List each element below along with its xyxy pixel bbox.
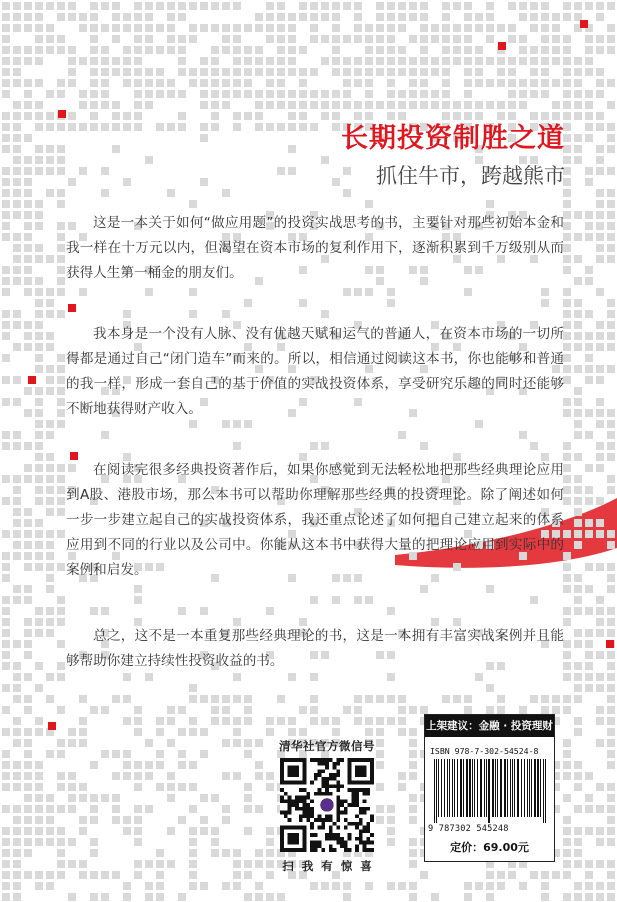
qr-code-icon[interactable] bbox=[280, 758, 374, 852]
body-paragraph: 这是一本关于如何“做应用题”的投资实战思考的书，主要针对那些初始本金和我一样在十万元以内，但渴望在资本市场的复利作用下，逐渐积累到千万级别从而获得人生第一桶金的朋友们。 bbox=[66, 215, 564, 281]
isbn-block bbox=[424, 714, 555, 862]
body-paragraph: 在阅读完很多经典投资著作后，如果你感觉到无法轻松地把那些经典理论应用到A股、港股市场，那么本书可以帮助你理解那些经典的投资理论。除了阐述如何一步一步建立起自己的实战投资体系，我还重点论述了如何把自己建立起来的体系应用到不同的行业以及公司中。你能从这本书中获得大量的把理论应用到实际中的案例和启发。 bbox=[66, 462, 564, 578]
barcode-digits: 9 787302 545248 bbox=[428, 824, 509, 834]
barcode-icon bbox=[430, 759, 549, 823]
body-paragraph: 我本身是一个没有人脉、没有优越天赋和运气的普通人，在资本市场的一切所得都是通过自己“闭门造车”而来的。所以，相信通过阅读这本书，你也能够和普通的我一样，形成一套自己的基于价值的实战投资体系，享受研究乐趣的同时还能够不断地获得财产收入。 bbox=[66, 326, 564, 417]
body-paragraph: 总之，这不是一本重复那些经典理论的书，这是一本拥有丰富实战案例并且能够帮助你建立持续性投资收益的书。 bbox=[66, 628, 564, 669]
wechat-qr-block bbox=[272, 738, 382, 874]
qr-caption: 扫我有惊喜 bbox=[282, 859, 380, 873]
qr-label: 清华社官方微信号 bbox=[279, 739, 375, 753]
book-subtitle: 抓住牛市，跨越熊市 bbox=[376, 164, 565, 188]
book-title: 长期投资制胜之道 bbox=[341, 123, 565, 154]
isbn-number: ISBN 978-7-302-54524-8 bbox=[430, 746, 539, 756]
price-label: 定价：69.00元 bbox=[450, 841, 529, 854]
shelf-suggestion: 上架建议：金融 · 投资理财 bbox=[425, 715, 554, 737]
